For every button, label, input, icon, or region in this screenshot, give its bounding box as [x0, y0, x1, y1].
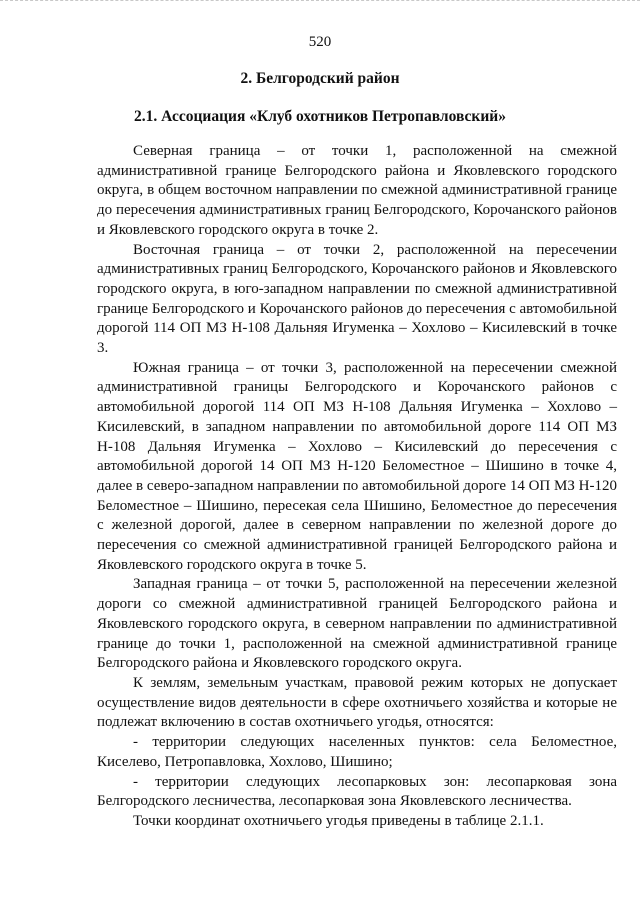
paragraph-west-border: Западная граница – от точки 5, расположенной на пересечении железной дороги со смежной административной границей Белгородского района и Яковлевского городского округа, в северном направлении по административной границе до точки 1, расположенной на смежной административной границе Белгородского района и Яковлевского городского округа. [97, 576, 617, 672]
section-heading: 2. Белгородский район [240, 70, 400, 87]
paragraph-north-border: Северная граница – от точки 1, расположенной на смежной административной границе Белгородского района и Яковлевского городского округа, в общем восточном направлении по смежной административной границе до пересечения административных границ Белгородского, Корочанского районов и Яковлевского городского округа в точке 2. [97, 143, 617, 238]
paragraph-excluded-lands: К землям, земельным участкам, правовой режим которых не допускает осуществление видов деятельности в сфере охотничьего хозяйства и которые не подлежат включению в состав охотничьего угодья, относятся: [97, 674, 617, 731]
paragraph-east-border: Восточная граница – от точки 2, расположенной на пересечении административных границ Белгородского, Корочанского районов и Яковлевского городского округа, в юго-западном направлении по смежной административной границе Белгородского и Корочанского районов до пересечения с автомобильной дорогой 114 ОП МЗ Н-108 Дальняя Игуменка – Хохлово – Кисилевский в точке 3. [97, 241, 617, 357]
paragraph-coordinates-ref: Точки координат охотничьего угодья приведены в таблице 2.1.1. [133, 812, 544, 829]
paragraph-forest-park-zones: - территории следующих лесопарковых зон: лесопарковая зона Белгородского лесничества, лесопарковая зона Яковлевского лесничества. [97, 773, 617, 810]
subsection-heading: 2.1. Ассоциация «Клуб охотников Петропавловский» [134, 108, 506, 125]
paragraph-settlements: - территории следующих населенных пунктов: села Беломестное, Киселево, Петропавловка, Хохлово, Шишино; [97, 734, 617, 770]
paragraph-south-border: Южная граница – от точки 3, расположенной на пересечении смежной административной границы Белгородского и Корочанского районов с автомобильной дорогой 114 ОП МЗ Н-108 Дальняя Игуменка – Хохлово – Кисилевский, в западном направлении по автомобильной дороге 114 ОП МЗ Н-108 Дальняя Игуменка – Хохлово – Кисилевский до пересечения с автомобильной дорогой 14 ОП МЗ Н-120 Беломестное – Шишино в точке 4, далее в северо-западном направлении по автомобильной дороге 14 ОП МЗ Н-120 Беломестное – Шишино, пересекая села Шишино, Беломестное до пересечения с железной дорогой, далее в северном направлении по железной дороге до пересечения со смежной административной границей Белгородского района и Яковлевского городского округа в точке 5. [97, 359, 617, 573]
page-number: 520 [308, 34, 332, 50]
scan-top-edge [0, 0, 640, 2]
document-body [97, 142, 617, 832]
